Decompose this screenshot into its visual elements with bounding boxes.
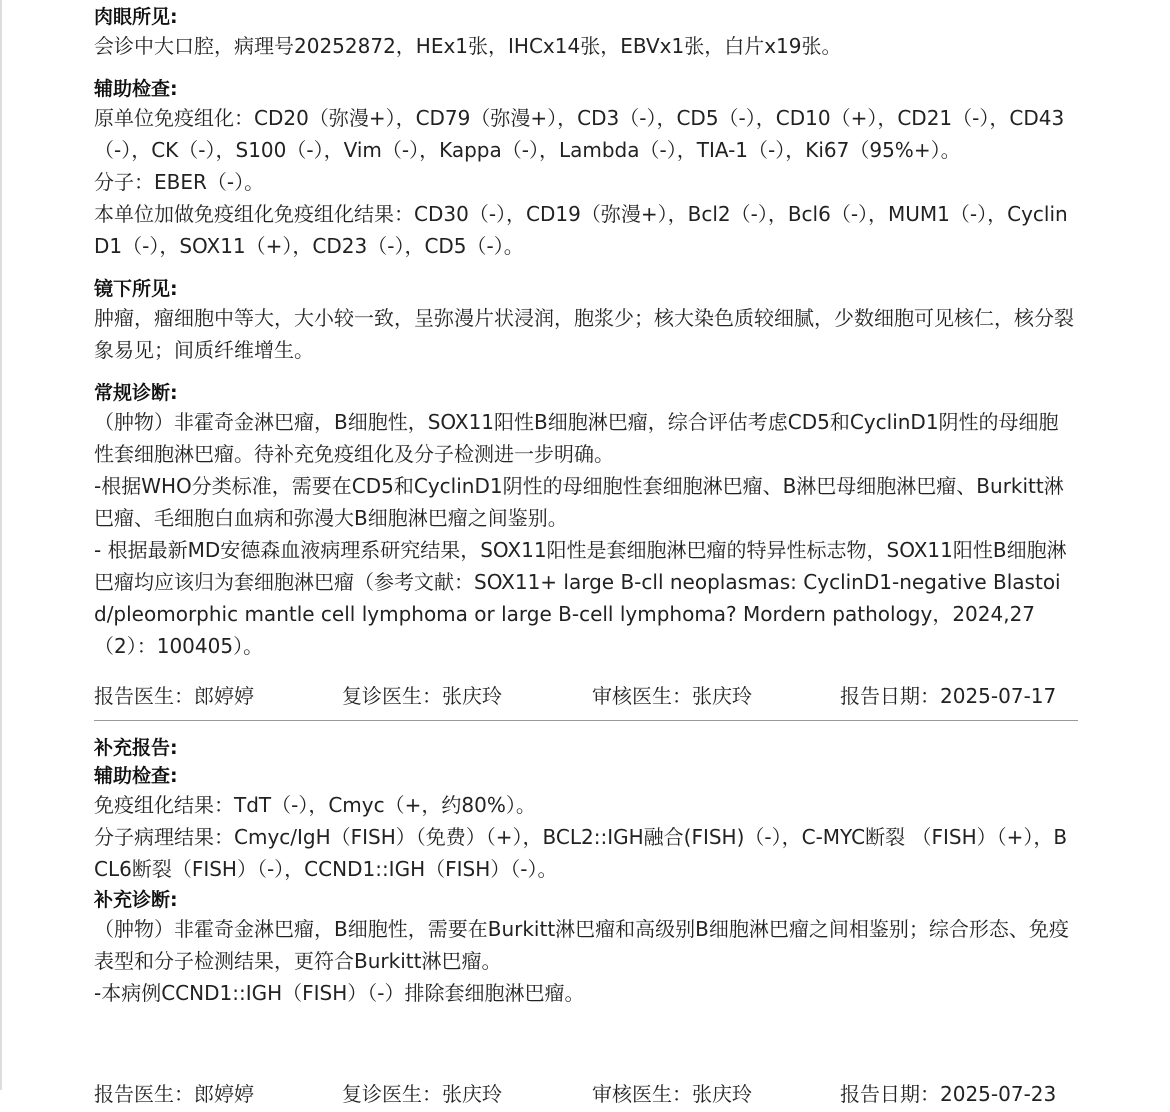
diagnosis-who-note: -根据WHO分类标准，需要在CD5和CyclinD1阴性的母细胞性套细胞淋巴瘤、B淋巴母细胞淋巴瘤、Burkitt淋巴瘤、毛细胞白血病和弥漫大B细胞淋巴瘤之间鉴别。: [94, 474, 1064, 530]
supplement-molecular-text: 分子病理结果：Cmyc/IgH（FISH）（免费）（+），BCL2::IGH融合(FISH)（-），C-MYC断裂 （FISH）（+），BCL6断裂（FISH）（-），CCND1::IGH（FISH）（-）。: [94, 825, 1068, 881]
supplement-ancillary-heading: 辅助检查:: [94, 765, 178, 787]
gross-text: 会诊中大口腔，病理号20252872，HEx1张，IHCx14张，EBVx1张，白片x19张。: [94, 34, 842, 58]
ihc-additional-text: 本单位加做免疫组化免疫组化结果：CD30（-），CD19（弥漫+），Bcl2（-），Bcl6（-），MUM1（-），Cyclin D1（-），SOX11（+），CD23（-），CD5（-）。: [94, 202, 1068, 258]
microscopic-text: 肿瘤，瘤细胞中等大，大小较一致，呈弥漫片状浸润，胞浆少；核大染色质较细腻，少数细胞可见核仁，核分裂象易见；间质纤维增生。: [94, 306, 1074, 362]
report-doctor: 报告医生：郎婷婷: [94, 684, 254, 708]
ihc-original-text: 原单位免疫组化：CD20（弥漫+），CD79（弥漫+），CD3（-），CD5（-），CD10（+），CD21（-），CD43（-），CK（-），S100（-），Vim（-），Kappa（-），Lambda（-），TIA-1（-），Ki67（95%+）。: [94, 106, 1065, 162]
audit-doctor: 审核医生：张庆玲: [592, 684, 752, 708]
microscopic-heading: 镜下所见:: [94, 278, 178, 300]
audit-doctor-2: 审核医生：张庆玲: [592, 1082, 752, 1106]
gross-heading: 肉眼所见:: [94, 6, 178, 28]
diagnosis-reference-note: - 根据最新MD安德森血液病理系研究结果，SOX11阳性是套细胞淋巴瘤的特异性标志物，SOX11阳性B细胞淋巴瘤均应该归为套细胞淋巴瘤（参考文献：SOX11+ large B-cll neoplasmas: CyclinD1-negative Blastoid/pleomorphic mantle cell lymphoma or large B-cell lymphoma? Mordern pathology，2024,27（2）：100405）。: [94, 538, 1067, 658]
supplement-heading: 补充报告:: [94, 737, 178, 759]
molecular-text: 分子：EBER（-）。: [94, 170, 265, 194]
signature-row: [94, 678, 1078, 714]
supplement-ccnd1-note: -本病例CCND1::IGH（FISH）（-）排除套细胞淋巴瘤。: [94, 981, 585, 1005]
diagnosis-heading: 常规诊断:: [94, 382, 178, 404]
pathology-report: [94, 0, 1078, 1009]
supplement-ihc-text: 免疫组化结果：TdT（-），Cmyc（+，约80%）。: [94, 793, 536, 817]
report-date-2: 报告日期：2025-07-23: [840, 1082, 1057, 1106]
review-doctor-2: 复诊医生：张庆玲: [342, 1082, 502, 1106]
diagnosis-main-text: （肿物）非霍奇金淋巴瘤，B细胞性，SOX11阳性B细胞淋巴瘤，综合评估考虑CD5和CyclinD1阴性的母细胞性套细胞淋巴瘤。待补充免疫组化及分子检测进一步明确。: [94, 410, 1059, 466]
review-doctor: 复诊医生：张庆玲: [342, 684, 502, 708]
left-border: [0, 0, 2, 1090]
ancillary-heading: 辅助检查:: [94, 78, 178, 100]
supplement-diagnosis-heading: 补充诊断:: [94, 889, 178, 911]
report-date: 报告日期：2025-07-17: [840, 684, 1057, 708]
signature-row-2: [94, 1076, 1094, 1112]
supplement-diagnosis-text: （肿物）非霍奇金淋巴瘤，B细胞性，需要在Burkitt淋巴瘤和高级别B细胞淋巴瘤之间相鉴别；综合形态、免疫表型和分子检测结果，更符合Burkitt淋巴瘤。: [94, 917, 1069, 973]
report-doctor-2: 报告医生：郎婷婷: [94, 1082, 254, 1106]
